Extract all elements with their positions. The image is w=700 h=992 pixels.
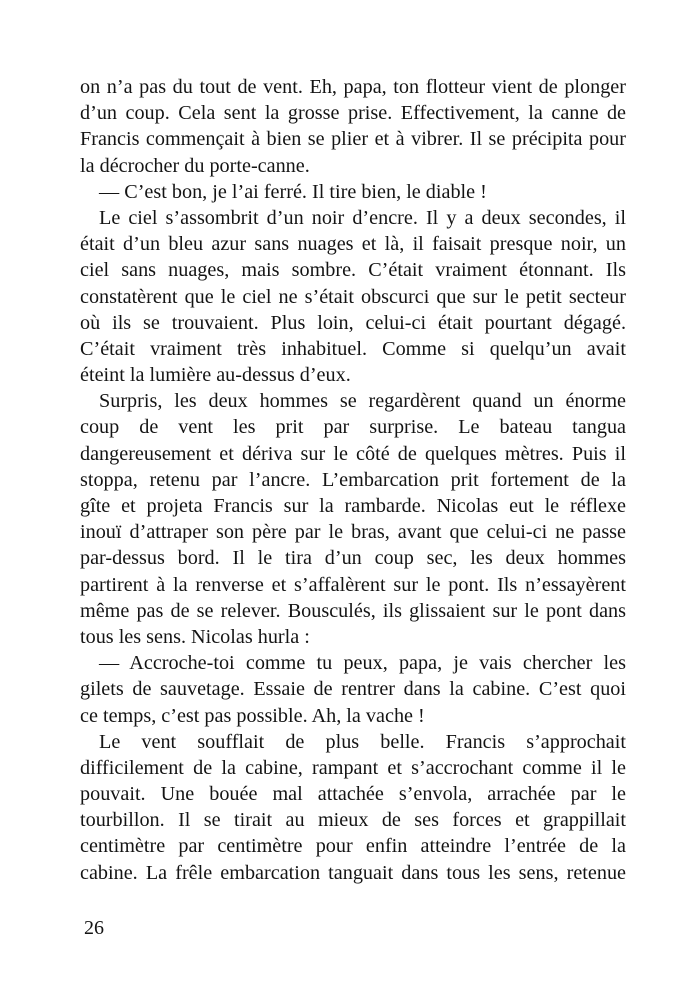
text-line: Surpris, les deux hommes se regardèrent quand un énorme: [99, 390, 626, 413]
text-line: Francis commençait à bien se plier et à vibrer. Il se précipita pour: [80, 128, 626, 151]
text-line: gilets de sauvetage. Essaie de rentrer dans la cabine. C’est quoi: [80, 678, 626, 701]
page-number: 26: [84, 917, 104, 939]
text-line: même pas de se relever. Bousculés, ils glissaient sur le pont dans: [80, 599, 626, 622]
text-line: tous les sens. Nicolas hurla :: [80, 625, 310, 648]
text-line: centimètre par centimètre pour enfin atteindre l’entrée de la: [80, 835, 626, 858]
text-line: ciel sans nuages, mais sombre. C’était vraiment étonnant. Ils: [80, 259, 626, 282]
text-line: gîte et projeta Francis sur la rambarde. Nicolas eut le réflexe: [80, 495, 626, 517]
text-line: — Accroche-toi comme tu peux, papa, je vais chercher les: [99, 652, 626, 675]
text-line: difficilement de la cabine, rampant et s’accrochant comme il le: [80, 756, 626, 779]
text-line: coup de vent les prit par surprise. Le bateau tangua: [80, 416, 626, 439]
text-line: tourbillon. Il se tirait au mieux de ses forces et grappillait: [80, 809, 626, 832]
text-line: Le vent soufflait de plus belle. Francis s’approchait: [99, 730, 626, 753]
text-line: stoppa, retenu par l’ancre. L’embarcation prit fortement de la: [80, 468, 626, 491]
text-line: d’un coup. Cela sent la grosse prise. Effectivement, la canne de: [80, 102, 626, 125]
text-line: ce temps, c’est pas possible. Ah, la vache !: [80, 704, 425, 727]
text-line: était d’un bleu azur sans nuages et là, il faisait presque noir, un: [80, 233, 626, 256]
page-body: [80, 74, 626, 886]
text-line: éteint la lumière au-dessus d’eux.: [80, 364, 351, 387]
text-line: on n’a pas du tout de vent. Eh, papa, ton flotteur vient de plonger: [80, 76, 626, 98]
text-line: la décrocher du porte-canne.: [80, 154, 310, 177]
text-line: partirent à la renverse et s’affalèrent sur le pont. Ils n’essayèrent: [80, 573, 626, 596]
text-line: inouï d’attraper son père par le bras, avant que celui-ci ne passe: [80, 521, 626, 544]
text-line: par-dessus bord. Il le tira d’un coup sec, les deux hommes: [80, 547, 626, 570]
text-line: Le ciel s’assombrit d’un noir d’encre. Il y a deux secondes, il: [99, 206, 626, 229]
text-line: — C’est bon, je l’ai ferré. Il tire bien, le diable !: [99, 180, 487, 203]
text-line: où ils se trouvaient. Plus loin, celui-ci était pourtant dégagé.: [80, 311, 626, 334]
text-line: dangereusement et dériva sur le côté de quelques mètres. Puis il: [80, 442, 626, 465]
text-line: constatèrent que le ciel ne s’était obscurci que sur le petit secteur: [80, 285, 626, 308]
text-line: C’était vraiment très inhabituel. Comme si quelqu’un avait: [80, 337, 626, 360]
text-line: cabine. La frêle embarcation tanguait dans tous les sens, retenue: [80, 861, 626, 884]
text-line: pouvait. Une bouée mal attachée s’envola, arrachée par le: [80, 783, 626, 806]
